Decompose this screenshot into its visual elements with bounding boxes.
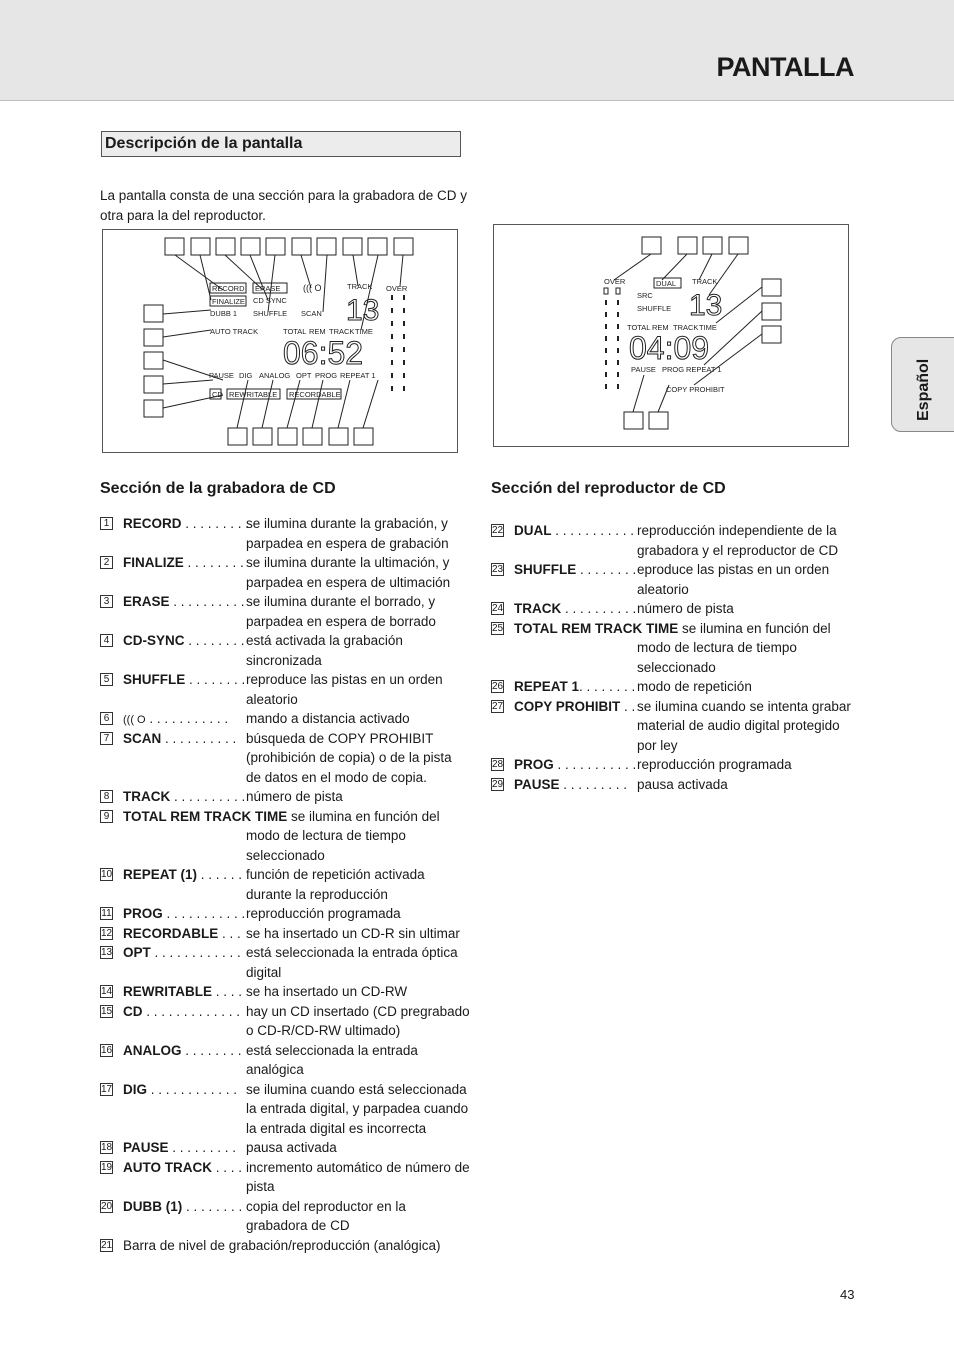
item-label	[514, 775, 627, 795]
item-dots: . . . . . . . . .	[559, 776, 628, 792]
item-description-line: número de pista	[246, 789, 343, 804]
item-description-line: hay un CD insertado (CD pregrabado	[246, 1003, 470, 1019]
item-number-badge: 20	[101, 1200, 113, 1212]
list-item	[100, 729, 472, 788]
item-key: SCAN	[123, 730, 162, 746]
item-label	[123, 670, 245, 690]
item-number-badge: 17	[101, 1083, 113, 1095]
item-number-badge: 10	[101, 869, 113, 880]
player-display-diagram	[493, 224, 849, 447]
item-description-line: función de repetición activada	[246, 867, 425, 882]
item-description-line: grabadora de CD	[246, 1218, 350, 1233]
svg-text:TIME: TIME	[355, 327, 373, 336]
item-key: TOTAL REM TRACK TIME	[514, 620, 679, 636]
svg-text:REM: REM	[652, 323, 669, 332]
item-description-line: pausa activada	[637, 776, 728, 792]
item-number-badge: 14	[101, 986, 113, 997]
item-description-line: reproducción programada	[246, 906, 401, 921]
item-dots: . . . . . . . .	[181, 1042, 242, 1058]
list-item	[100, 709, 472, 729]
item-key: REPEAT 1	[514, 679, 580, 694]
item-description-line: parpadea en espera de grabación	[246, 535, 449, 551]
svg-text:PROG: PROG	[662, 365, 685, 374]
item-description-line: se ha insertado un CD-RW	[246, 984, 408, 999]
item-description-line: o CD-R/CD-RW ultimado)	[246, 1023, 401, 1038]
list-item	[100, 514, 472, 553]
list-item	[100, 1158, 472, 1197]
item-number-badge: 6	[100, 712, 113, 725]
item-number-badge: 24	[492, 603, 504, 614]
item-label	[123, 592, 245, 612]
item-key: DUBB (1)	[123, 1198, 183, 1214]
svg-text:RECORD: RECORD	[212, 284, 245, 293]
svg-text:TRACK: TRACK	[692, 277, 718, 286]
item-dots: . . . . . . . .	[183, 555, 244, 570]
item-key: REPEAT (1)	[123, 867, 198, 882]
svg-text:REWRITABLE: REWRITABLE	[229, 390, 278, 399]
item-description-line: por ley	[637, 737, 678, 753]
item-key: SHUFFLE	[514, 562, 577, 577]
item-description-line: está seleccionada la entrada	[246, 1042, 418, 1058]
item-description-line: se ha insertado un CD-R sin ultimar	[246, 925, 460, 941]
svg-text:PAUSE: PAUSE	[631, 365, 656, 374]
item-description-line: número de pista	[637, 601, 734, 616]
item-key: RECORDABLE	[123, 925, 219, 941]
list-item	[100, 670, 472, 709]
item-dots: . .	[620, 698, 636, 714]
item-dots: . . . . . . . .	[182, 1198, 243, 1214]
svg-text:SRC: SRC	[637, 291, 653, 300]
item-dots: . . . . . .	[197, 867, 243, 882]
svg-text:OPT: OPT	[296, 371, 312, 380]
svg-text:04:09: 04:09	[629, 330, 710, 366]
item-description-line: parpadea en espera de ultimación	[246, 574, 451, 590]
item-key: PAUSE	[514, 776, 560, 792]
item-description-line: material de audio digital protegido	[637, 718, 840, 733]
list-item	[100, 1236, 472, 1256]
item-description-line: se ilumina cuando se intenta grabar	[637, 698, 851, 714]
item-label	[123, 924, 241, 944]
item-dots: . . . . . . . .	[579, 679, 636, 694]
svg-text:PROG: PROG	[315, 371, 338, 380]
item-description-line: la entrada digital es incorrecta	[246, 1120, 427, 1136]
svg-text:06:52: 06:52	[283, 335, 364, 371]
item-dots: . . . . . . . . .	[181, 516, 250, 531]
item-dots: . . . . . . . . . .	[170, 789, 246, 804]
list-item	[491, 697, 863, 756]
item-description-line: analógica	[246, 1062, 304, 1077]
remote-control-icon: ((( O	[123, 714, 146, 726]
item-description-line: la entrada digital, y parpadea cuando	[246, 1101, 469, 1116]
list-item	[100, 592, 472, 631]
list-item	[491, 599, 863, 619]
item-key: ERASE	[123, 594, 170, 609]
item-dots: . . . . . . . . . . .	[145, 711, 229, 726]
item-dots: se ilumina en función del	[678, 620, 831, 636]
svg-text:REM: REM	[309, 327, 326, 336]
item-number-badge: 15	[101, 1005, 113, 1017]
item-dots: . . . . . . . . . . . . .	[142, 1003, 241, 1019]
item-number-badge: 27	[492, 700, 504, 712]
item-number-badge: 1	[100, 517, 113, 530]
list-item	[100, 904, 472, 924]
svg-text:SHUFFLE: SHUFFLE	[637, 304, 672, 313]
item-description-line: incremento automático de número de	[246, 1159, 470, 1175]
item-dots: . . . . . . . . . . . .	[150, 945, 241, 960]
item-key: PROG	[514, 757, 554, 772]
item-description-line: grabadora y el reproductor de CD	[637, 542, 839, 558]
svg-text:FINALIZE: FINALIZE	[212, 297, 245, 306]
item-key: COPY PROHIBIT	[514, 698, 621, 714]
item-description-line: reproducción programada	[637, 757, 792, 772]
svg-text:ERASE: ERASE	[255, 284, 281, 293]
page-number: 43	[840, 1287, 855, 1302]
item-key: TRACK	[123, 789, 171, 804]
item-label	[123, 1158, 242, 1178]
item-dots: . . . . . . . . . .	[561, 601, 637, 616]
list-item	[100, 943, 472, 982]
svg-text:CD: CD	[212, 390, 223, 399]
item-label	[514, 619, 831, 639]
item-key: SHUFFLE	[123, 672, 186, 687]
item-key: TRACK	[514, 601, 562, 616]
svg-text:((( O: ((( O	[303, 283, 322, 293]
svg-text:OVER: OVER	[386, 284, 408, 293]
section-heading: Descripción de la pantalla	[105, 135, 303, 152]
item-description-line: sincronizada	[246, 652, 322, 668]
item-dots: . . . . . . . .	[185, 672, 246, 687]
svg-text:TRACK: TRACK	[673, 323, 699, 332]
item-label	[123, 982, 242, 1002]
svg-text:TRACK: TRACK	[347, 282, 373, 291]
item-description-line: aleatorio	[246, 691, 298, 707]
player-section-title: Sección del reproductor de CD	[491, 480, 726, 497]
svg-text:SCAN: SCAN	[301, 309, 322, 318]
item-number-badge: 5	[100, 673, 113, 686]
item-dots: . . . . . . . .	[184, 633, 245, 648]
svg-text:CD SYNC: CD SYNC	[253, 296, 287, 305]
page-title: PANTALLA	[716, 52, 854, 82]
list-item	[100, 1138, 472, 1158]
list-item	[100, 1080, 472, 1139]
item-key: PROG	[123, 906, 163, 921]
item-number-badge: 23	[492, 564, 504, 575]
item-description-line: Barra de nivel de grabación/reproducción (analógica)	[123, 1237, 441, 1253]
svg-text:13: 13	[346, 294, 380, 327]
list-item	[491, 560, 863, 599]
item-label	[123, 729, 236, 749]
recorder-display-diagram	[102, 229, 458, 453]
recorder-section-title: Sección de la grabadora de CD	[100, 480, 336, 497]
item-description-line: se ilumina durante el borrado, y	[246, 594, 436, 609]
svg-text:13: 13	[689, 289, 723, 322]
item-dots: . . . . . . . . . . . .	[147, 1081, 238, 1097]
item-dots: . . .	[218, 925, 241, 941]
item-number-badge: 11	[101, 908, 112, 919]
svg-text:TOTAL: TOTAL	[283, 327, 307, 336]
item-label	[123, 865, 242, 885]
item-description-line: se ilumina cuando está seleccionada	[246, 1081, 467, 1097]
svg-text:TOTAL: TOTAL	[627, 323, 651, 332]
list-item	[100, 787, 472, 807]
svg-text:OVER: OVER	[604, 277, 626, 286]
item-description-line: pausa activada	[246, 1140, 337, 1155]
list-item	[100, 1002, 472, 1041]
item-number-badge: 26	[492, 681, 504, 692]
list-item	[100, 865, 472, 904]
item-number-badge: 2	[100, 556, 113, 569]
item-dots: se ilumina en función del	[287, 808, 440, 824]
item-label	[123, 1197, 242, 1217]
page-header	[0, 0, 954, 101]
svg-text:TIME: TIME	[699, 323, 717, 332]
item-description-line: reproduce las pistas en un orden	[246, 672, 443, 687]
item-number-badge: 16	[101, 1044, 113, 1056]
svg-text:TRACK: TRACK	[329, 327, 355, 336]
item-key: REWRITABLE	[123, 984, 212, 999]
item-label	[123, 1002, 240, 1022]
svg-text:DUAL: DUAL	[656, 279, 677, 288]
item-label	[514, 521, 634, 541]
item-label	[123, 943, 241, 963]
item-number-badge: 7	[100, 732, 113, 745]
item-description-line: búsqueda de COPY PROHIBIT	[246, 730, 434, 746]
item-label	[514, 599, 636, 619]
item-number-badge: 3	[100, 595, 113, 608]
item-description-line: (prohibición de copia) o de la pista	[246, 750, 452, 765]
item-description-line: copia del reproductor en la	[246, 1198, 406, 1214]
item-number-badge: 13	[101, 947, 113, 958]
item-dots: . . . .	[212, 1159, 243, 1175]
item-number-badge: 22	[492, 525, 504, 536]
list-item	[100, 1197, 472, 1236]
item-description-line: seleccionado	[246, 847, 325, 863]
svg-text:DUBB 1: DUBB 1	[210, 309, 238, 318]
list-item	[100, 553, 472, 592]
item-description-line: durante la reproducción	[246, 886, 388, 902]
svg-text:ANALOG: ANALOG	[259, 371, 291, 380]
item-key: FINALIZE	[123, 555, 184, 570]
item-description-line: reproducción independiente de la	[637, 523, 837, 538]
item-key: DUAL	[514, 523, 552, 538]
list-item	[491, 775, 863, 795]
svg-text:RECORDABLE: RECORDABLE	[289, 390, 341, 399]
item-description-line: de datos en el modo de copia.	[246, 769, 427, 785]
item-label	[514, 755, 636, 775]
item-number-badge: 4	[100, 634, 113, 647]
item-number-badge: 19	[101, 1161, 113, 1173]
list-item	[491, 619, 863, 678]
item-number-badge: 29	[492, 778, 504, 790]
item-number-badge: 18	[101, 1142, 113, 1153]
item-number-badge: 21	[101, 1239, 113, 1251]
item-key: TOTAL REM TRACK TIME	[123, 808, 288, 824]
item-description-line: está seleccionada la entrada óptica	[246, 945, 458, 960]
item-description-line: modo de lectura de tiempo	[637, 640, 797, 655]
list-item	[100, 807, 472, 866]
item-key: AUTO TRACK	[123, 1159, 212, 1175]
item-label	[123, 1041, 242, 1061]
item-key: CD-SYNC	[123, 633, 185, 648]
item-dots: . . . . . . . . . .	[161, 730, 237, 746]
item-label	[123, 1080, 237, 1100]
item-dots: . . . . . . . . . .	[169, 594, 245, 609]
item-description-line: se ilumina durante la ultimación, y	[246, 555, 450, 570]
item-label	[123, 631, 245, 651]
item-description-line: mando a distancia activado	[246, 711, 410, 726]
item-key: PAUSE	[123, 1140, 169, 1155]
item-key: RECORD	[123, 516, 182, 531]
item-key: DIG	[123, 1081, 148, 1097]
recorder-items-list	[100, 514, 472, 1255]
svg-text:DIG: DIG	[239, 371, 253, 380]
svg-text:COPY PROHIBIT: COPY PROHIBIT	[666, 385, 725, 394]
player-items-list	[491, 521, 863, 794]
item-description-line: parpadea en espera de borrado	[246, 613, 436, 629]
item-dots: . . . . . . . . . . .	[162, 906, 246, 921]
svg-text:PAUSE: PAUSE	[209, 371, 234, 380]
list-item	[491, 755, 863, 775]
item-label	[123, 904, 245, 924]
item-label	[123, 514, 249, 534]
list-item	[100, 631, 472, 670]
intro-paragraph: La pantalla consta de una sección para la grabadora de CD y otra para la del reproductor.	[100, 188, 467, 223]
item-label	[514, 560, 636, 580]
item-dots: . . . . . . . . . . .	[551, 523, 635, 538]
item-dots: . . . . . . . . .	[168, 1140, 237, 1155]
svg-text:REPEAT 1: REPEAT 1	[686, 365, 722, 374]
item-number-badge: 28	[492, 759, 504, 770]
item-description-line: está activada la grabación	[246, 633, 403, 648]
item-description-line: se ilumina durante la grabación, y	[246, 516, 448, 531]
item-label	[514, 697, 635, 717]
svg-text:SHUFFLE: SHUFFLE	[253, 309, 288, 318]
item-label	[123, 709, 228, 731]
item-label	[123, 1138, 236, 1158]
section-heading-box	[101, 131, 461, 157]
item-description-line: modo de repetición	[637, 679, 752, 694]
item-label	[123, 553, 244, 573]
item-label	[123, 807, 440, 827]
item-description-line: pista	[246, 1179, 275, 1194]
item-number-badge: 9	[100, 810, 113, 823]
item-description-line: aleatorio	[637, 581, 689, 597]
item-dots: . . . . . . . . . . .	[553, 757, 637, 772]
list-item	[100, 924, 472, 944]
item-key: CD	[123, 1003, 143, 1019]
item-number-badge: 8	[100, 790, 113, 803]
item-description-line: seleccionado	[637, 659, 716, 675]
item-number-badge: 25	[492, 622, 504, 634]
item-dots: . . . . . . . .	[576, 562, 637, 577]
list-item	[491, 521, 863, 560]
item-key: OPT	[123, 945, 151, 960]
svg-text:REPEAT 1: REPEAT 1	[340, 371, 376, 380]
item-description-line: digital	[246, 964, 282, 980]
item-description-line: modo de lectura de tiempo	[246, 828, 406, 843]
language-tab	[891, 337, 954, 432]
item-dots: . . . .	[212, 984, 243, 999]
language-tab-label: Español	[915, 358, 932, 421]
item-description-line: eproduce las pistas en un orden	[637, 562, 830, 577]
item-label	[514, 677, 635, 697]
item-label	[123, 787, 245, 807]
list-item	[491, 677, 863, 697]
item-number-badge: 12	[101, 927, 113, 939]
item-key: ANALOG	[123, 1042, 182, 1058]
list-item	[100, 1041, 472, 1080]
svg-text:AUTO TRACK: AUTO TRACK	[210, 327, 259, 336]
list-item	[100, 982, 472, 1002]
